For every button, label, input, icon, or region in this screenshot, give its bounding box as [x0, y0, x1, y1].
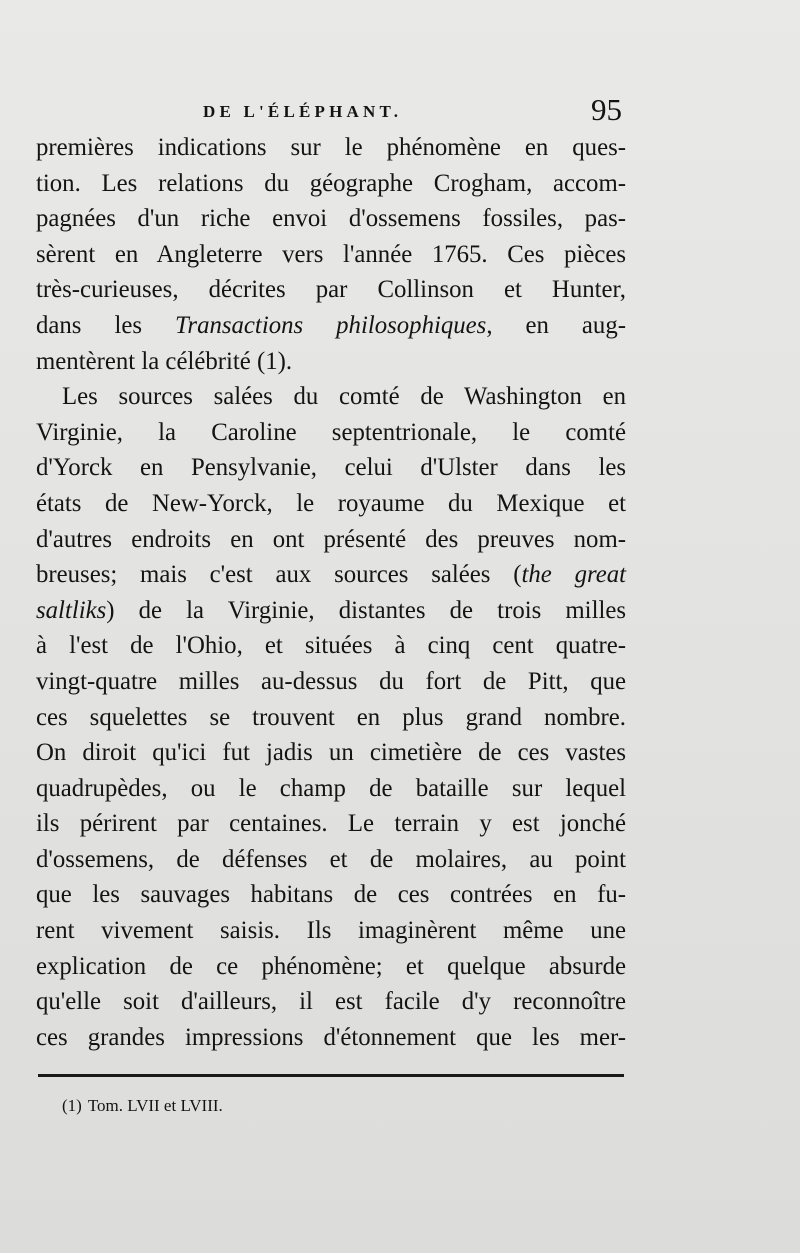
- text-line: [36, 557, 626, 593]
- text-line: vingt-quatre milles au-dessus du fort de Pitt, que: [36, 667, 626, 695]
- text-segment: ) de la Virginie, distantes de trois milles: [106, 596, 626, 624]
- text-line: sèrent en Angleterre vers l'année 1765. Ces pièces: [36, 240, 626, 268]
- text-line: explication de ce phénomène; et quelque absurde: [36, 952, 626, 980]
- running-head: [36, 92, 626, 132]
- text-line: mentèrent la célébrité (1).: [36, 347, 293, 375]
- italic-phrase: saltliks: [36, 596, 107, 624]
- footnote-rule: [38, 1074, 624, 1077]
- text-line: [36, 593, 626, 629]
- text-line: ces squelettes se trouvent en plus grand nombre.: [36, 703, 626, 731]
- text-line: d'Yorck en Pensylvanie, celui d'Ulster dans les: [36, 454, 626, 482]
- italic-phrase: the great: [521, 561, 626, 589]
- running-title: DE L'ÉLÉPHANT.: [203, 102, 403, 121]
- text-segment: breuses; mais c'est aux sources salées (: [36, 561, 522, 589]
- text-line: quadrupèdes, ou le champ de bataille sur lequel: [36, 774, 626, 802]
- text-line: On diroit qu'ici fut jadis un cimetière de ces vastes: [36, 739, 626, 767]
- text-line: ils périrent par centaines. Le terrain y est jonché: [36, 810, 626, 838]
- footnote: [62, 1096, 223, 1116]
- text-line: d'ossemens, de défenses et de molaires, au point: [36, 845, 626, 873]
- footnote-text: Tom. LVII et LVIII.: [87, 1096, 223, 1115]
- italic-title: Transactions philosophiques: [175, 311, 487, 339]
- text-line: premières indications sur le phénomène en ques-: [36, 134, 626, 161]
- text-line: [36, 308, 626, 344]
- text-line: qu'elle soit d'ailleurs, il est facile d'y reconnoître: [36, 988, 626, 1016]
- text-line: à l'est de l'Ohio, et situées à cinq cent quatre-: [36, 632, 626, 660]
- body-text: [36, 130, 626, 1055]
- text-line: que les sauvages habitans de ces contrées en fu-: [36, 881, 626, 909]
- text-line: rent vivement saisis. Ils imaginèrent même une: [36, 917, 626, 945]
- text-line: d'autres endroits en ont présenté des preuves nom-: [36, 525, 626, 553]
- text-line: ces grandes impressions d'étonnement que les mer-: [36, 1023, 626, 1051]
- footnote-marker: (1): [62, 1096, 82, 1115]
- text-line: pagnées d'un riche envoi d'ossemens fossiles, pas-: [36, 205, 626, 233]
- text-line: tion. Les relations du géographe Crogham, accom-: [36, 169, 626, 197]
- text-line: très-curieuses, décrites par Collinson et Hunter,: [36, 276, 626, 304]
- text-segment: dans les: [36, 311, 175, 339]
- text-line: états de New-Yorck, le royaume du Mexique et: [36, 489, 626, 517]
- text-segment: , en aug-: [486, 311, 626, 339]
- paragraph-first-line: Les sources salées du comté de Washington en: [62, 383, 626, 411]
- page-number: 95: [591, 92, 622, 127]
- text-line: Virginie, la Caroline septentrionale, le comté: [36, 418, 626, 446]
